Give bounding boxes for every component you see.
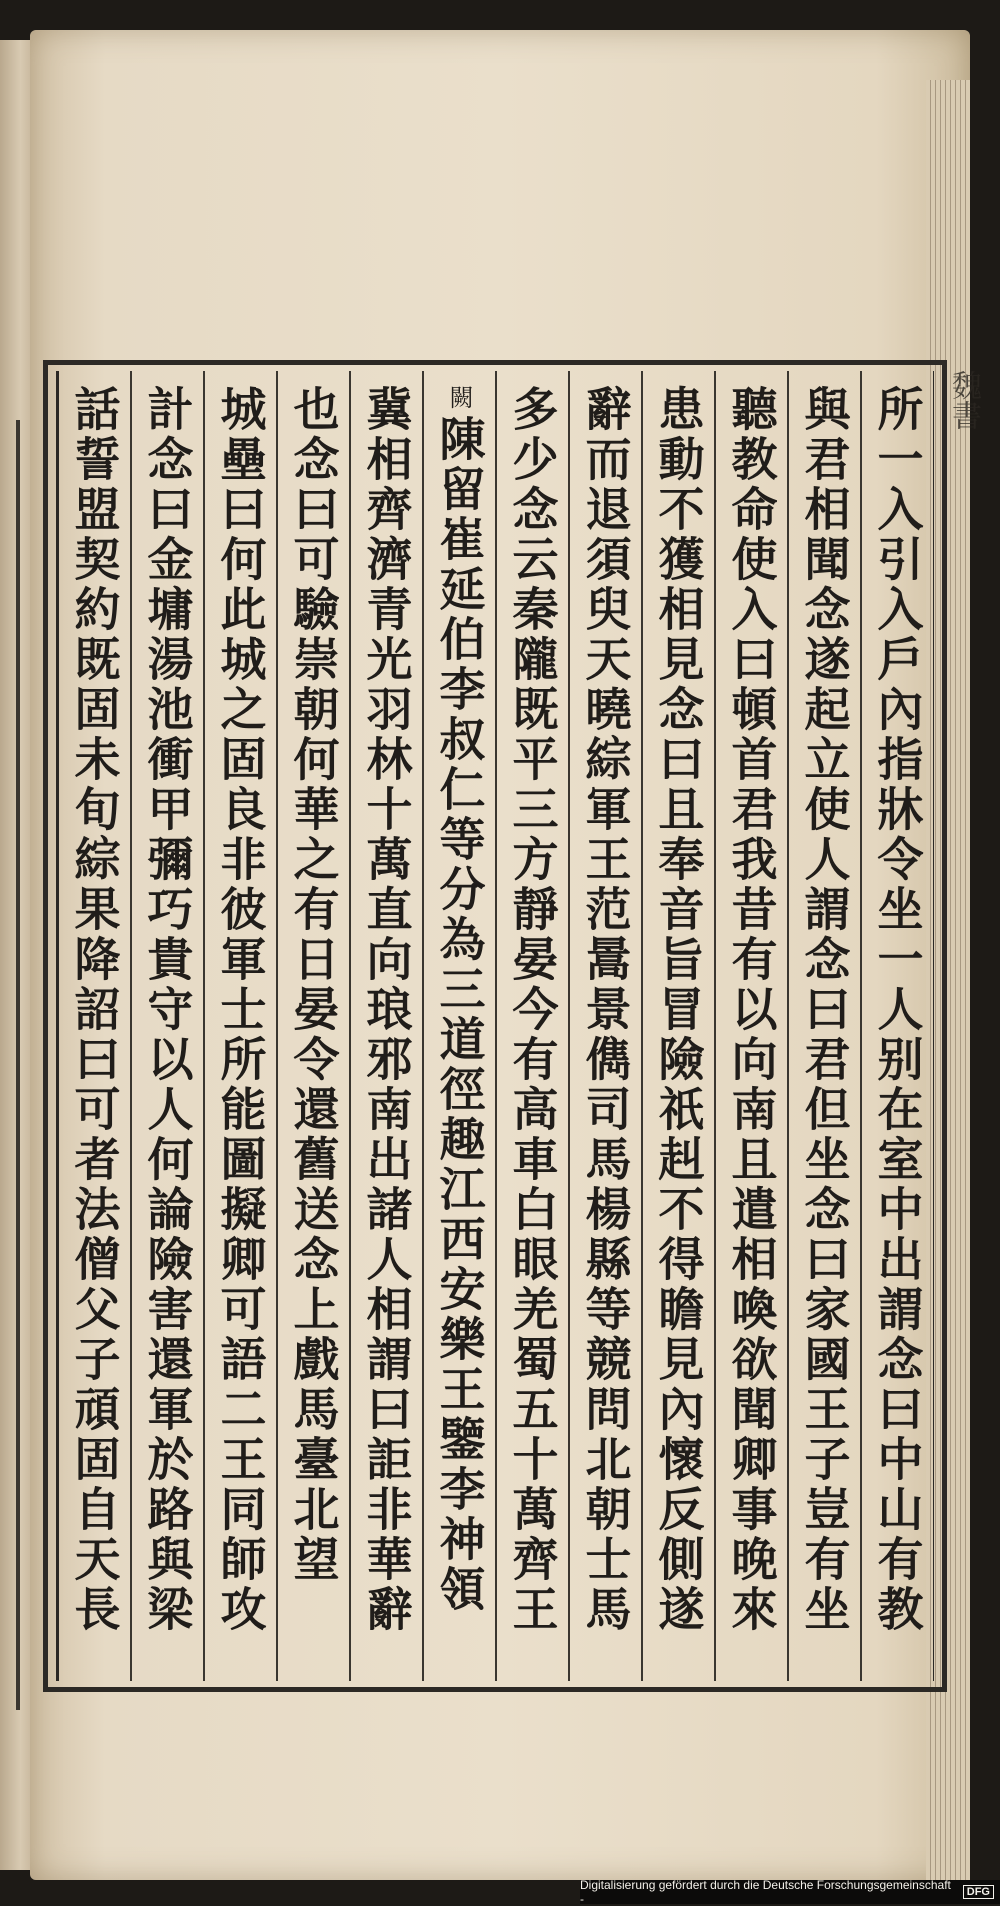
text-column [351,371,424,1681]
column-text: 患動不獲相見念曰且奉音旨冒險祇赳不得瞻見內懷反側遂 [651,385,706,1635]
column-text: 冀相齊濟青光羽林十萬直向琅邪南出諸人相謂曰詎非華辭 [359,385,414,1635]
text-frame [43,360,947,1692]
dfg-logo: DFG [963,1885,994,1899]
column-text: 與君相聞念遂起立使人謂念曰君但坐念曰家國王子豈有坐 [797,385,852,1635]
column-text: 陳留崔延伯李叔仁等分為三道徑趣江西安樂王鑒李神領 [432,415,487,1615]
text-column [424,371,497,1681]
column-text: 聽教命使入曰頓首君我昔有以向南且遣相喚欲聞卿事晚來 [724,385,779,1635]
column-text: 話誓盟契約既固未旬綜果降詔曰可者法僧父子頑固自天長 [67,385,122,1635]
text-column [497,371,570,1681]
text-columns [59,371,933,1681]
text-column [132,371,205,1681]
adjacent-page-frame [16,420,28,1710]
column-text: 辭而退須臾天曉綜軍王范暠景儁司馬楊縣等競問北朝士馬 [578,385,633,1635]
column-text: 多少念云秦隴既平三方靜晏今有高車白眼羌蜀五十萬齊王 [505,385,560,1635]
text-column [862,371,933,1681]
column-note: 闕 [445,385,473,409]
column-text: 城壘曰何此城之固良非彼軍士所能圖擬卿可語二王同師攻 [213,385,268,1635]
text-column [716,371,789,1681]
text-column [789,371,862,1681]
footer-credit-bar [580,1880,1000,1904]
column-text: 也念曰可驗崇朝何華之有日晏令還舊送念上戲馬臺北望 [286,385,341,1585]
column-text: 計念曰金墉湯池衝甲彌巧貴守以人何論險害還軍於路與梁 [140,385,195,1635]
footer-credit-text: Digitalisierung gefördert durch die Deutsche Forschungsgemeinschaft - [580,1878,951,1906]
text-column [205,371,278,1681]
column-text: 所一入引入戶內指牀令坐一人别在室中出謂念曰中山有教 [870,385,925,1635]
side-banner: 魏書 [946,370,981,430]
text-column [59,371,132,1681]
text-column [643,371,716,1681]
text-column [570,371,643,1681]
text-frame-inner [56,371,934,1681]
text-column [278,371,351,1681]
